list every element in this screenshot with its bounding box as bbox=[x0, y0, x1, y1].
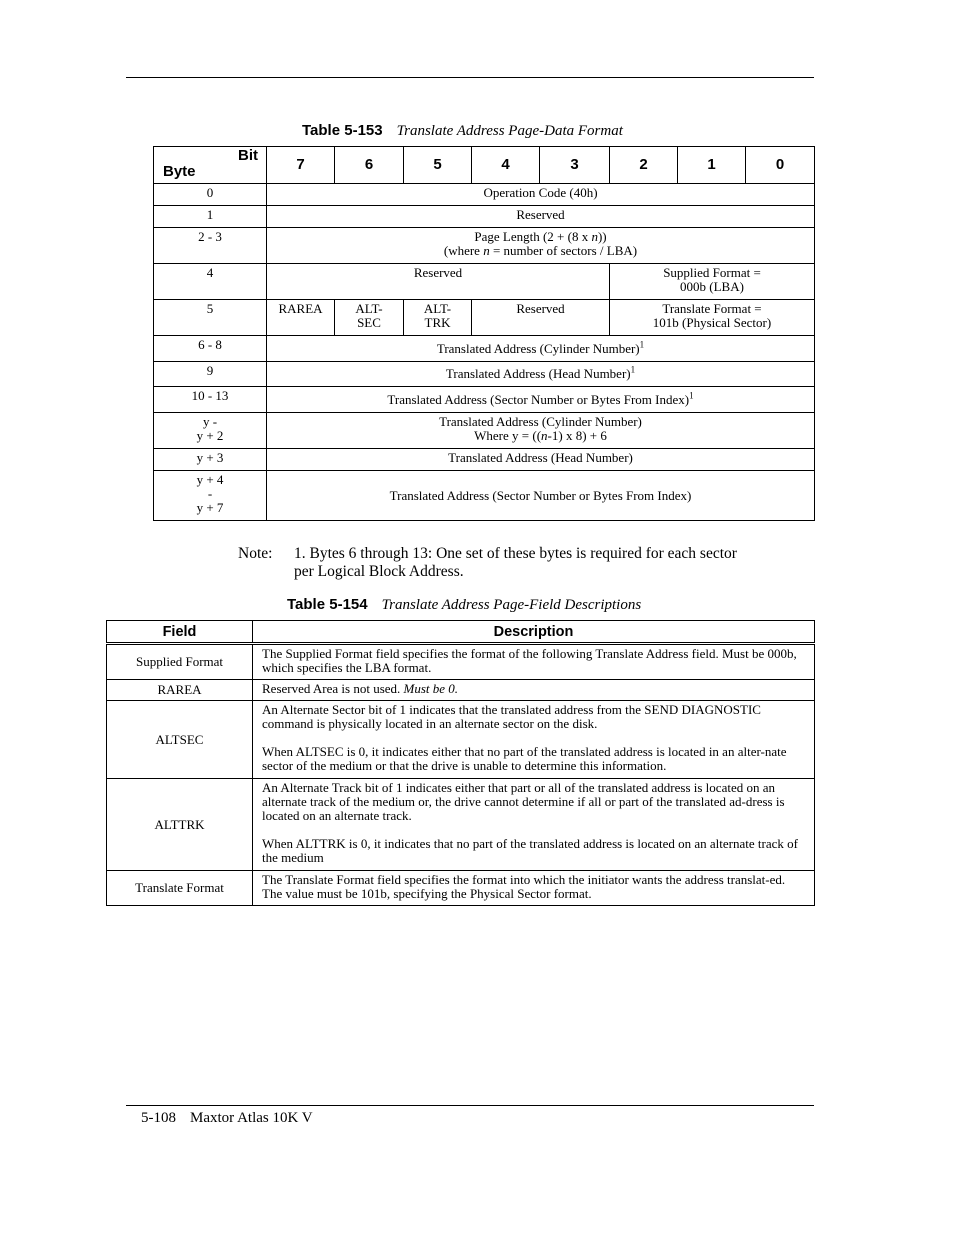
field-description: The Supplied Format field specifies the format of the following Translate Address field. Must be 000b, which specifies the LBA format. bbox=[253, 644, 815, 680]
header-row bbox=[107, 621, 815, 644]
page-number: 5-108 bbox=[141, 1110, 176, 1126]
bit-7-header: 7 bbox=[267, 147, 335, 184]
byte-cell: 2 - 3 bbox=[154, 228, 267, 264]
byte-cell: y + 4 - y + 7 bbox=[154, 471, 267, 521]
table-row bbox=[154, 184, 815, 206]
field-name: ALTSEC bbox=[107, 701, 253, 779]
table-row bbox=[107, 644, 815, 680]
byte-cell: 0 bbox=[154, 184, 267, 206]
description-column-header: Description bbox=[253, 621, 815, 644]
note-label: Note: bbox=[238, 545, 273, 562]
table-row bbox=[154, 206, 815, 228]
page-footer bbox=[141, 1110, 313, 1127]
bit-3-header: 3 bbox=[540, 147, 610, 184]
table-row bbox=[154, 362, 815, 387]
table-row bbox=[107, 779, 815, 871]
supplied-format-cell: Supplied Format = 000b (LBA) bbox=[610, 264, 815, 300]
bit-byte-corner-cell bbox=[154, 147, 267, 184]
table-154-title: Translate Address Page-Field Descriptions bbox=[381, 597, 642, 613]
byte-cell: 9 bbox=[154, 362, 267, 387]
bit-6-header: 6 bbox=[335, 147, 404, 184]
field-cell: Translated Address (Head Number)$^1$ bbox=[267, 362, 815, 387]
field-column-header: Field bbox=[107, 621, 253, 644]
table-row bbox=[154, 300, 815, 336]
table-row bbox=[154, 336, 815, 362]
footer-rule bbox=[126, 1105, 814, 1106]
field-cell: Translated Address (Sector Number or Bytes From Index)$^1$ bbox=[267, 387, 815, 413]
byte-cell: y - y + 2 bbox=[154, 413, 267, 449]
field-name: Translate Format bbox=[107, 871, 253, 906]
field-cell: Reserved bbox=[267, 206, 815, 228]
table-row bbox=[107, 680, 815, 701]
document-title: Maxtor Atlas 10K V bbox=[190, 1110, 313, 1126]
bit-1-header: 1 bbox=[678, 147, 746, 184]
bit-4-header: 4 bbox=[472, 147, 540, 184]
alttrk-cell: ALT- TRK bbox=[404, 300, 472, 336]
bit-2-header: 2 bbox=[610, 147, 678, 184]
table-row bbox=[154, 471, 815, 521]
field-cell: Translated Address (Head Number) bbox=[267, 449, 815, 471]
field-cell: Translated Address (Sector Number or Bytes From Index) bbox=[267, 471, 815, 521]
field-description: The Translate Format field specifies the format into which the initiator wants the address translat-ed. The value must be 101b, specifying the Physical Sector format. bbox=[253, 871, 815, 906]
table-154-number: Table 5-154 bbox=[287, 596, 368, 613]
field-cell: Translated Address (Cylinder Number)$^1$ bbox=[267, 336, 815, 362]
bit-5-header: 5 bbox=[404, 147, 472, 184]
bit-0-header: 0 bbox=[746, 147, 815, 184]
field-name: RAREA bbox=[107, 680, 253, 701]
translate-format-cell: Translate Format = 101b (Physical Sector) bbox=[610, 300, 815, 336]
field-name: ALTTRK bbox=[107, 779, 253, 871]
table-row bbox=[154, 449, 815, 471]
bit-header-row bbox=[154, 147, 815, 184]
header-rule bbox=[126, 77, 814, 78]
field-description: Reserved Area is not used. Must be 0. bbox=[253, 680, 815, 701]
field-cell: Translated Address (Cylinder Number) Where y = ((n-1) x 8) + 6 bbox=[267, 413, 815, 449]
translate-address-data-format-table bbox=[153, 146, 815, 521]
translate-address-field-descriptions-table bbox=[106, 620, 815, 906]
table-row bbox=[107, 871, 815, 906]
reserved-cell: Reserved bbox=[472, 300, 610, 336]
table-153-caption bbox=[302, 122, 623, 140]
table-row bbox=[154, 228, 815, 264]
bit-label: Bit bbox=[238, 147, 258, 164]
byte-cell: 4 bbox=[154, 264, 267, 300]
table-153-number: Table 5-153 bbox=[302, 122, 383, 139]
table-row bbox=[154, 264, 815, 300]
table-153-title: Translate Address Page-Data Format bbox=[396, 123, 623, 139]
note-text: 1. Bytes 6 through 13: One set of these bytes is required for each sector per Logical Block Address. bbox=[294, 545, 737, 580]
table-154-caption bbox=[287, 596, 641, 614]
byte-cell: 1 bbox=[154, 206, 267, 228]
field-description: An Alternate Sector bit of 1 indicates that the translated address from the SEND DIAGNOSTIC command is physically located in an alternate sector on the disk. When ALTSEC is 0, it indicates either that no part of the translated address is located in an alter-nate sector of the medium or that the drive is unable to determine this information. bbox=[253, 701, 815, 779]
byte-label: Byte bbox=[163, 163, 196, 180]
byte-cell: 10 - 13 bbox=[154, 387, 267, 413]
byte-cell: 6 - 8 bbox=[154, 336, 267, 362]
byte-cell: y + 3 bbox=[154, 449, 267, 471]
altsec-cell: ALT- SEC bbox=[335, 300, 404, 336]
table-row bbox=[107, 701, 815, 779]
table-row bbox=[154, 387, 815, 413]
byte-cell: 5 bbox=[154, 300, 267, 336]
table-row bbox=[154, 413, 815, 449]
field-description: An Alternate Track bit of 1 indicates either that part or all of the translated address is located on an alternate track of the medium or, the drive cannot determine if all or part of the translated ad-dress is located on an alternate track. When ALTTRK is 0, it indicates that no part of the translated address is located on an alternate track of the medium bbox=[253, 779, 815, 871]
reserved-cell: Reserved bbox=[267, 264, 610, 300]
field-name: Supplied Format bbox=[107, 644, 253, 680]
rarea-cell: RAREA bbox=[267, 300, 335, 336]
field-cell: Operation Code (40h) bbox=[267, 184, 815, 206]
field-cell: Page Length (2 + (8 x n)) (where n = number of sectors / LBA) bbox=[267, 228, 815, 264]
